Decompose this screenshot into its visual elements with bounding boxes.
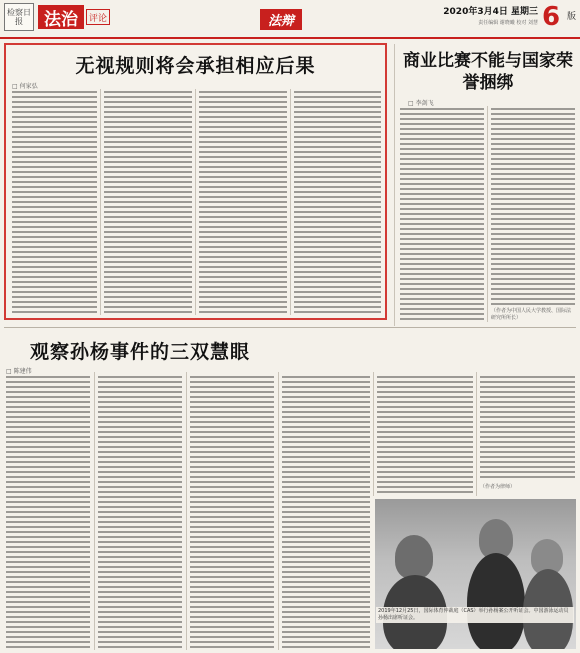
column-divider bbox=[186, 372, 187, 650]
article-text-column bbox=[190, 376, 274, 648]
article-title: 无视规则将会承担相应后果 bbox=[75, 55, 316, 77]
article-text-column bbox=[6, 376, 90, 648]
column-divider bbox=[195, 89, 196, 315]
date-block bbox=[443, 4, 538, 26]
article-text-column bbox=[294, 91, 381, 313]
column-divider bbox=[394, 44, 395, 326]
column-name: 法辩 bbox=[260, 9, 302, 30]
article-byline: □ 李剑飞 bbox=[408, 100, 434, 107]
column-divider bbox=[290, 89, 291, 315]
column-divider bbox=[487, 106, 488, 322]
column-divider bbox=[476, 372, 477, 496]
author-note: （作者为中国人民大学教授、国际法研究所所长） bbox=[491, 308, 572, 321]
header-rule bbox=[0, 37, 580, 39]
column-divider bbox=[373, 372, 374, 496]
page-number bbox=[542, 3, 574, 31]
news-photo bbox=[375, 499, 576, 649]
featured-article bbox=[4, 43, 387, 320]
masthead-logo bbox=[4, 2, 110, 32]
issue-date: 2020年3月4日 星期三 bbox=[443, 7, 538, 17]
section-title: 法治 bbox=[38, 5, 84, 29]
photo-figure bbox=[467, 553, 525, 649]
sub-section-title: 评论 bbox=[86, 9, 110, 25]
section-divider bbox=[4, 327, 576, 328]
author-note: （作者为律师） bbox=[480, 484, 516, 490]
page-number-value: 6 bbox=[542, 2, 561, 32]
article-text-column bbox=[12, 91, 97, 313]
newspaper-logo: 检察日报 bbox=[4, 3, 34, 31]
column-divider bbox=[100, 89, 101, 315]
editor-credits: 责任编辑 谢晓曦 校对 刘慧 bbox=[478, 20, 538, 26]
column-divider bbox=[94, 372, 95, 650]
article-byline: □ 陈建伟 bbox=[6, 368, 32, 375]
article-text-column bbox=[491, 108, 575, 306]
photo-caption: 2019年12月25日，国际体育仲裁庭（CAS）举行孙杨案公开听证会。中国游泳运动员孙杨出席听证会。 bbox=[376, 607, 574, 623]
article-byline: □ 何家弘 bbox=[12, 83, 38, 90]
column-divider bbox=[278, 372, 279, 650]
article-text-column bbox=[282, 376, 370, 648]
article-text-column bbox=[98, 376, 182, 648]
article-text-column bbox=[400, 108, 484, 320]
article-text-column bbox=[480, 376, 575, 480]
photo-figure bbox=[395, 535, 433, 579]
article-text-column bbox=[377, 376, 473, 494]
page-header bbox=[0, 0, 580, 40]
article-text-column bbox=[199, 91, 287, 313]
article-text-column bbox=[104, 91, 192, 313]
article-title: 观察孙杨事件的三双慧眼 bbox=[30, 341, 251, 363]
page-number-suffix: 版 bbox=[566, 12, 576, 22]
article-title: 商业比赛不能与国家荣誉捆绑 bbox=[403, 51, 573, 93]
